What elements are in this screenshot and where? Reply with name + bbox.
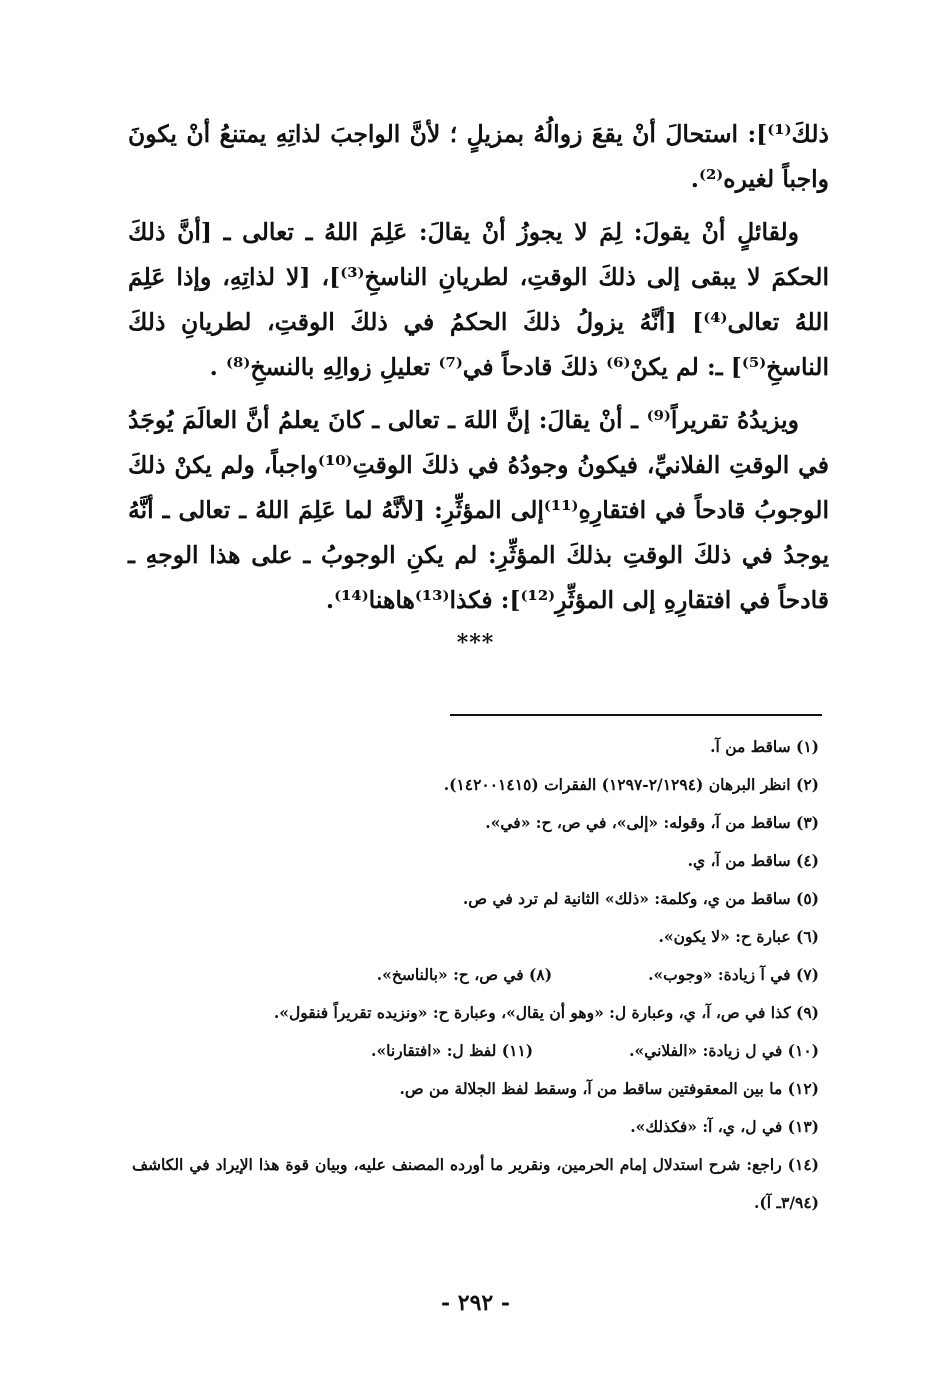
footnote-9: (٩) كذا في ص، آ، ي، وعبارة ل: «وهو أن يقال»، وعبارة ح: «ونزيده تقريراً فنقول».	[273, 1003, 819, 1022]
footnote-row-7-8	[132, 956, 819, 994]
footnote-11: (١١) لفظ ل: «افتقارنا».	[371, 1041, 534, 1060]
paragraph-3: ويزيدُهُ تقريراً⁽⁹⁾ ـ أنْ يقالَ: إنَّ اللهَ ـ تعالى ـ كانَ يعلمُ أنَّ العالَمَ يُوجَدُ في الوقتِ الفلانيِّ، فيكونُ وجودُهُ في ذلكَ الوقتِ⁽¹⁰⁾واجباً، ولم يكنْ ذلكَ الوجوبُ قادحاً في افتقارِهِ⁽¹¹⁾إلى المؤثِّرِ: [لأنَّهُ لما عَلِمَ اللهُ ـ تعالى ـ أنَّهُ يوجدُ في ذلكَ الوقتِ بذلكَ المؤثِّرِ: لم يكنِ الوجوبُ ـ على هذا الوجهِ ـ قادحاً في افتقارِهِ إلى المؤثِّرِ⁽¹²⁾]: فكذا⁽¹³⁾هاهنا⁽¹⁴⁾.	[128, 406, 829, 614]
footnote-1: (١) ساقط من آ.	[710, 737, 819, 756]
footnotes	[132, 728, 819, 1222]
footnote-6: (٦) عبارة ح: «لا يكون».	[658, 927, 819, 946]
footnote-7: (٧) في آ زيادة: «وجوب».	[648, 965, 819, 984]
section-separator: ***	[456, 630, 495, 656]
footnote-12: (١٢) ما بين المعقوفتين ساقط من آ، وسقط لفظ الجلالة من ص.	[399, 1079, 819, 1098]
paragraph-1: ذلكَ⁽¹⁾]: استحالَ أنْ يقعَ زوالُهُ بمزيلٍ ؛ لأنَّ الواجبَ لذاتِهِ يمتنعُ أنْ يكونَ واجباً لغيره⁽²⁾.	[128, 120, 829, 193]
footnote-13: (١٣) في ل، ي، آ: «فكذلك».	[630, 1117, 819, 1136]
footnote-14: (١٤) راجع: شرح استدلال إمام الحرمين، ونقرير ما أورده المصنف عليه، وبيان قوة هذا الإيراد في الكاشف (٣/٩٤ـ آ).	[132, 1155, 819, 1212]
footnote-2: (٢) انظر البرهان (٢/١٢٩٤-١٢٩٧) الفقرات (١٤٢٠٠١٤١٥).	[443, 775, 819, 794]
footnote-rule	[450, 714, 822, 716]
footnote-3: (٣) ساقط من آ، وقوله: «إلى»، في ص، ح: «في».	[485, 813, 819, 832]
footnote-4: (٤) ساقط من آ، ي.	[687, 851, 819, 870]
footnote-5: (٥) ساقط من ي، وكلمة: «ذلك» الثانية لم ترد في ص.	[462, 889, 819, 908]
footnote-row-10-11	[132, 1032, 819, 1070]
page-number: - ٢٩٢ -	[440, 1290, 511, 1316]
paragraph-2: ولقائلٍ أنْ يقولَ: لِمَ لا يجوزُ أنْ يقالَ: عَلِمَ اللهُ ـ تعالى ـ [أنَّ ذلكَ الحكمَ لا يبقى إلى ذلكَ الوقتِ، لطريانِ الناسخِ⁽³⁾]، [لا لذاتِهِ، وإذا عَلِمَ اللهُ تعالى⁽⁴⁾] [أنَّهُ يزولُ ذلكَ الحكمُ في ذلكَ الوقتِ، لطريانِ ذلكَ الناسخِ⁽⁵⁾] ـ: لم يكنْ⁽⁶⁾ ذلكَ قادحاً في⁽⁷⁾ تعليلِ زوالِهِ بالنسخِ⁽⁸⁾ .	[128, 218, 829, 381]
footnote-8: (٨) في ص، ح: «بالناسخ».	[376, 965, 553, 984]
main-text	[128, 112, 829, 623]
footnote-10: (١٠) في ل زيادة: «الفلاني».	[629, 1041, 819, 1060]
